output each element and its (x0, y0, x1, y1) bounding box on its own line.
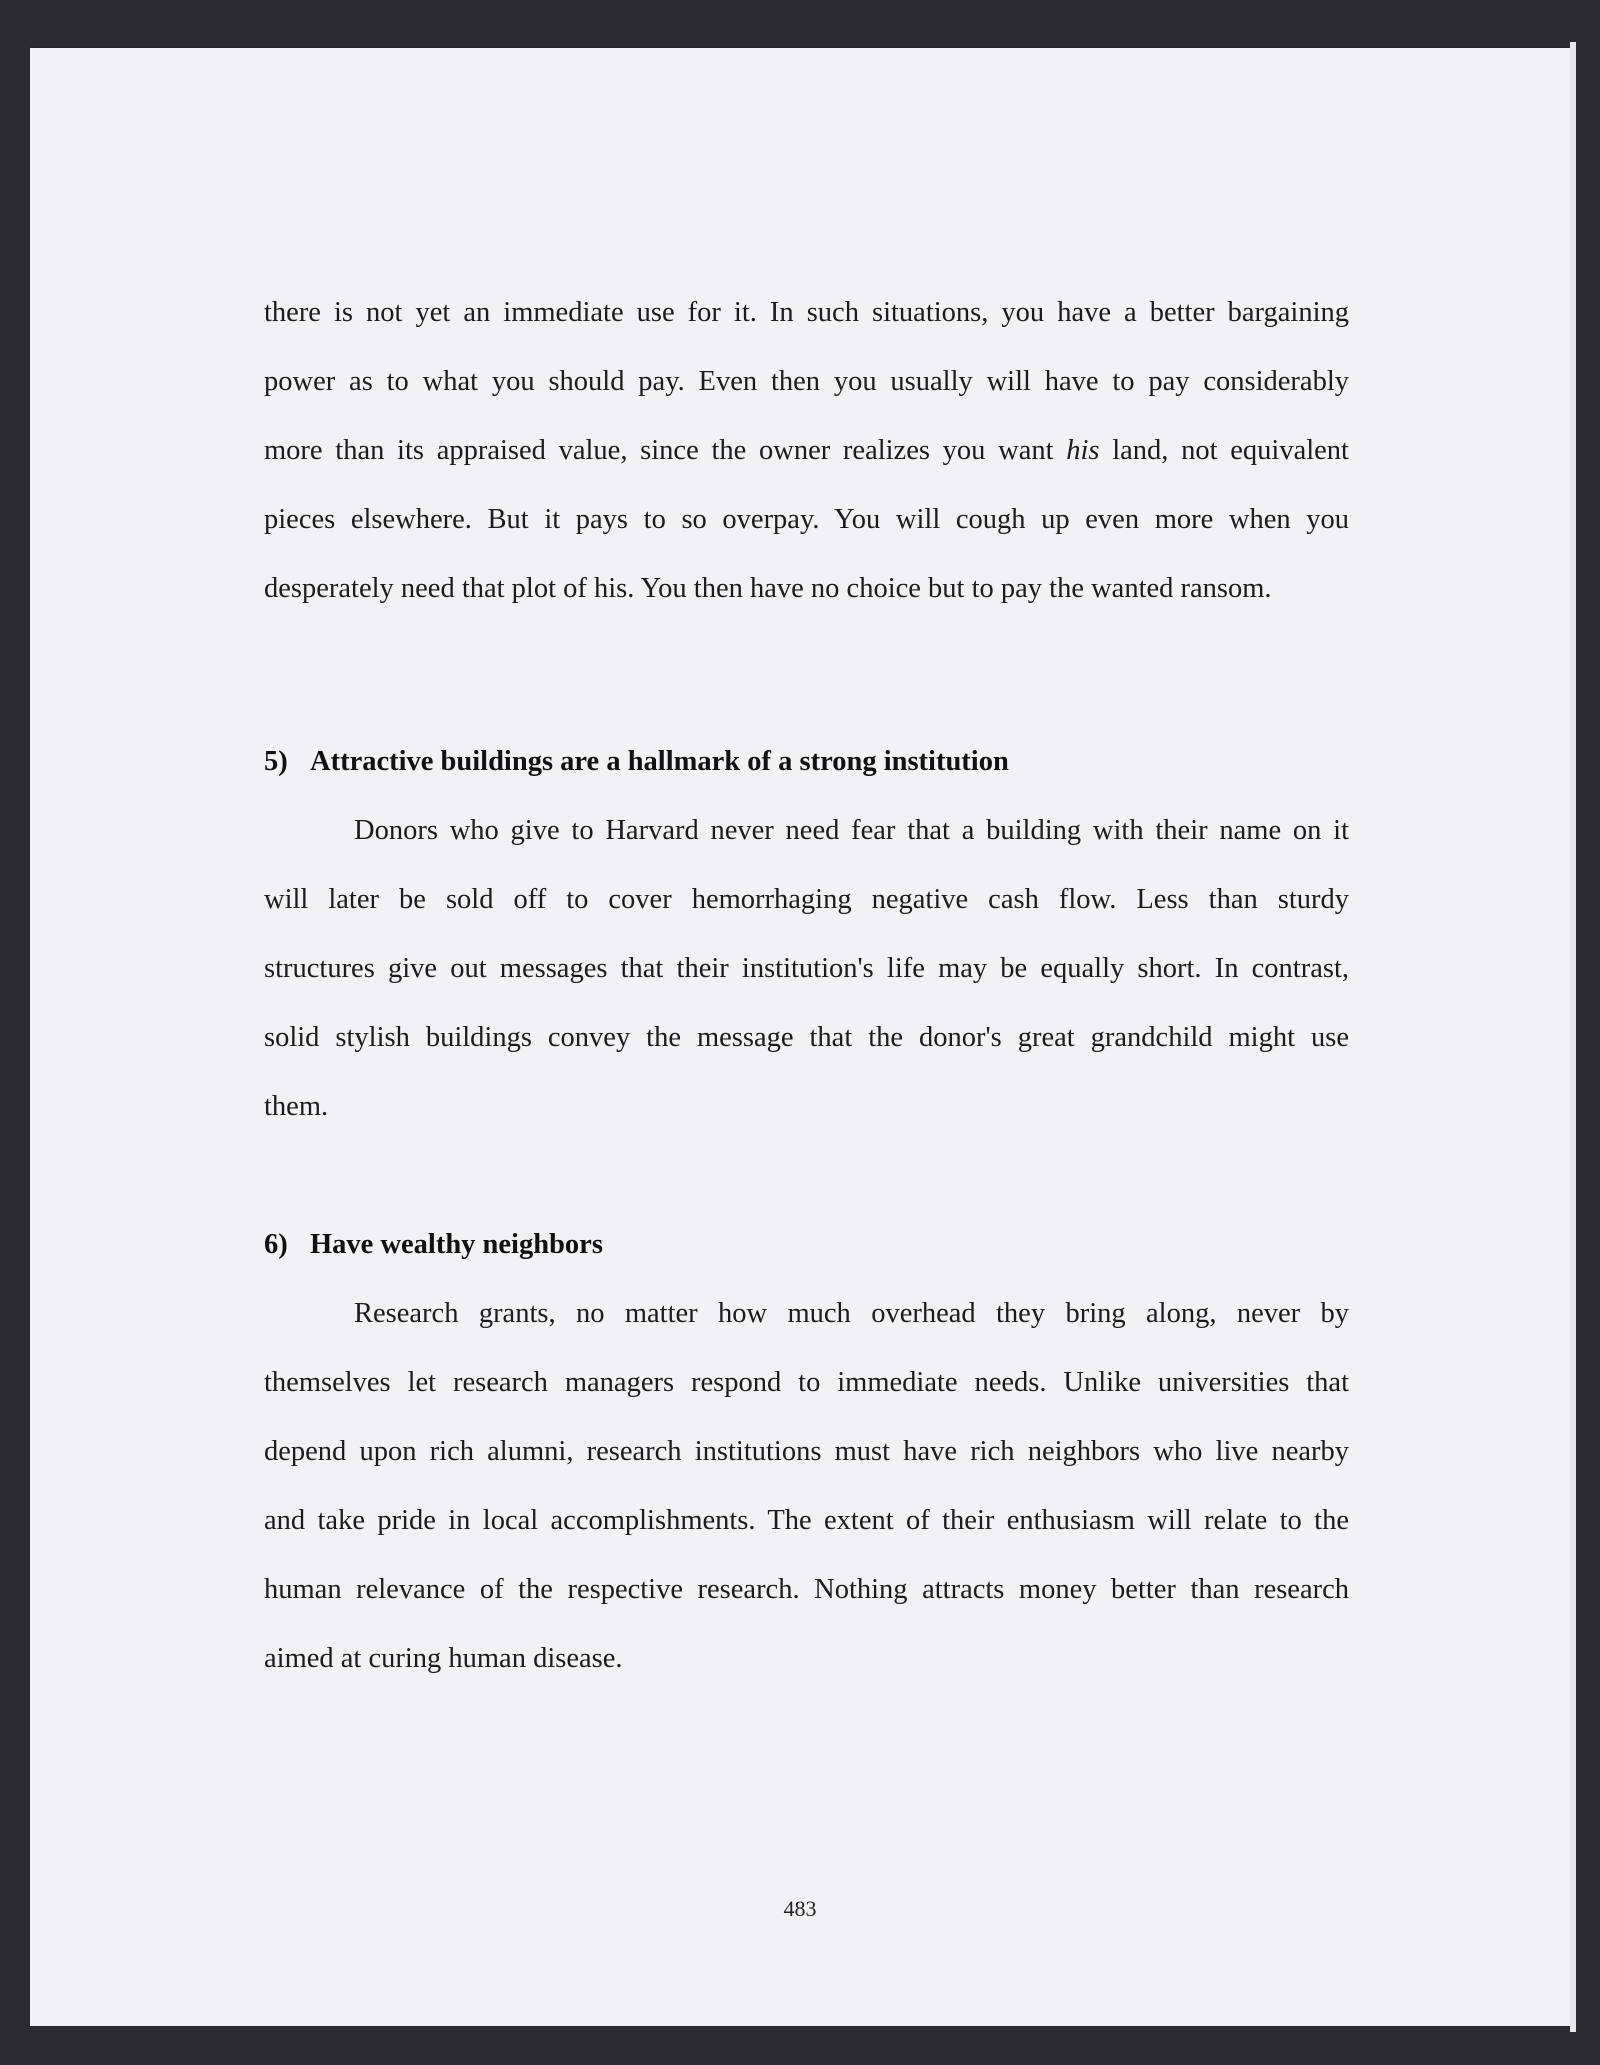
text-line: Research grants, no matter how much overhead they bring along, never by (354, 1298, 1349, 1329)
text-line: desperately need that plot of his. You then have no choice but to pay the wanted ransom. (264, 573, 1272, 604)
text-line: solid stylish buildings convey the message that the donor's great grandchild might use (264, 1022, 1349, 1053)
paragraph-continuation (264, 278, 1349, 623)
section-number: 6) (264, 1229, 288, 1260)
section-number: 5) (264, 746, 288, 777)
text-line: aimed at curing human disease. (264, 1643, 623, 1674)
text-line: Donors who give to Harvard never need fear that a building with their name on it (354, 815, 1349, 846)
text-line (264, 416, 1349, 485)
text-line: there is not yet an immediate use for it. In such situations, you have a better bargaining (264, 297, 1349, 328)
page-edge (1570, 42, 1576, 2032)
text-line: them. (264, 1091, 329, 1122)
text-line: themselves let research managers respond to immediate needs. Unlike universities that (264, 1367, 1349, 1398)
text-fragment: land, not equivalent (1099, 435, 1349, 466)
text-line: power as to what you should pay. Even then you usually will have to pay considerably (264, 366, 1349, 397)
section-title: Attractive buildings are a hallmark of a strong institution (310, 746, 1009, 777)
text-line: and take pride in local accomplishments. The extent of their enthusiasm will relate to the (264, 1505, 1349, 1536)
text-line: structures give out messages that their institution's life may be equally short. In contrast, (264, 953, 1349, 984)
emphasis-text: his (1066, 435, 1100, 466)
text-line: will later be sold off to cover hemorrhaging negative cash flow. Less than sturdy (264, 884, 1349, 915)
section-5-body (264, 796, 1349, 1141)
text-line: human relevance of the respective research. Nothing attracts money better than research (264, 1574, 1349, 1605)
section-6-body (264, 1279, 1349, 1693)
text-line: depend upon rich alumni, research institutions must have rich neighbors who live nearby (264, 1436, 1349, 1467)
section-title: Have wealthy neighbors (310, 1229, 603, 1260)
section-heading-5 (264, 742, 1009, 782)
section-heading-6 (264, 1225, 603, 1265)
text-fragment: more than its appraised value, since the owner realizes you want (264, 435, 1067, 466)
text-line: pieces elsewhere. But it pays to so overpay. You will cough up even more when you (264, 504, 1349, 535)
page-number: 483 (783, 1896, 817, 1921)
